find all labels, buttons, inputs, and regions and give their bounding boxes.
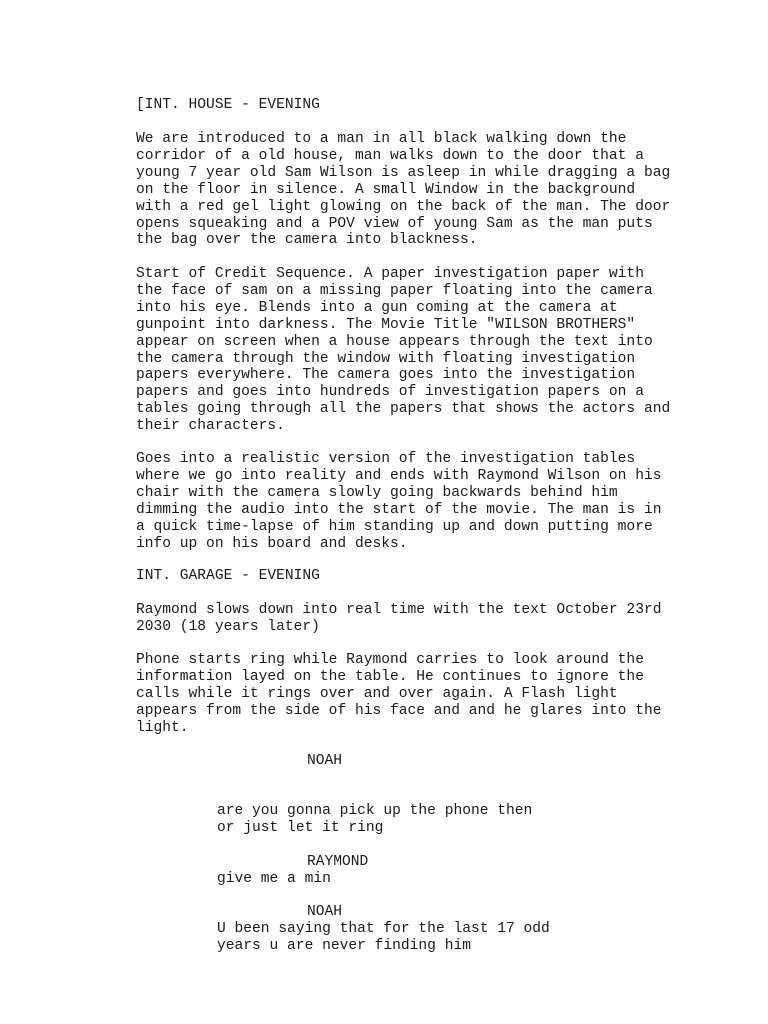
character-name-noah: NOAH xyxy=(307,753,343,769)
dialogue-noah-1: are you gonna pick up the phone then or just let it ring xyxy=(217,803,533,836)
dialogue-noah-2: U been saying that for the last 17 odd years u are never finding him xyxy=(217,921,550,954)
action-paragraph-3: Goes into a realistic version of the investigation tables where we go into reality and ends with Raymond Wilson on his chair with the camera slowly going backwards behind him dimming the audio into the start of the movie. The man is in a quick time-lapse of him standing up and down putting more info up on his board and desks. xyxy=(136,451,662,552)
action-paragraph-2: Start of Credit Sequence. A paper investigation paper with the face of sam on a missing paper floating into the camera into his eye. Blends into a gun coming at the camera at gunpoint into darkness. The Movie Title "WILSON BROTHERS" appear on screen when a house appears through the text into the camera through the window with floating investigation papers everywhere. The camera goes into the investigation papers and goes into hundreds of investigation papers on a tables going through all the papers that shows the actors and their characters. xyxy=(136,266,671,435)
dialogue-raymond-1: give me a min xyxy=(217,871,331,887)
character-name-noah-2: NOAH xyxy=(307,904,343,920)
scene-heading-house: [INT. HOUSE - EVENING xyxy=(136,97,320,113)
action-paragraph-4: Raymond slows down into real time with the text October 23rd 2030 (18 years later) xyxy=(136,602,662,635)
action-paragraph-5: Phone starts ring while Raymond carries to look around the information layed on the table. He continues to ignore the calls while it rings over and over again. A Flash light appears from the side of his face and and he glares into the light. xyxy=(136,652,662,736)
action-paragraph-1: We are introduced to a man in all black walking down the corridor of a old house, man walks down to the door that a young 7 year old Sam Wilson is asleep in while dragging a bag on the floor in silence. A small Window in the background with a red gel light glowing on the back of the man. The door opens squeaking and a POV view of young Sam as the man puts the bag over the camera into blackness. xyxy=(136,131,671,249)
character-name-raymond: RAYMOND xyxy=(307,854,369,870)
scene-heading-garage: INT. GARAGE - EVENING xyxy=(136,568,320,584)
